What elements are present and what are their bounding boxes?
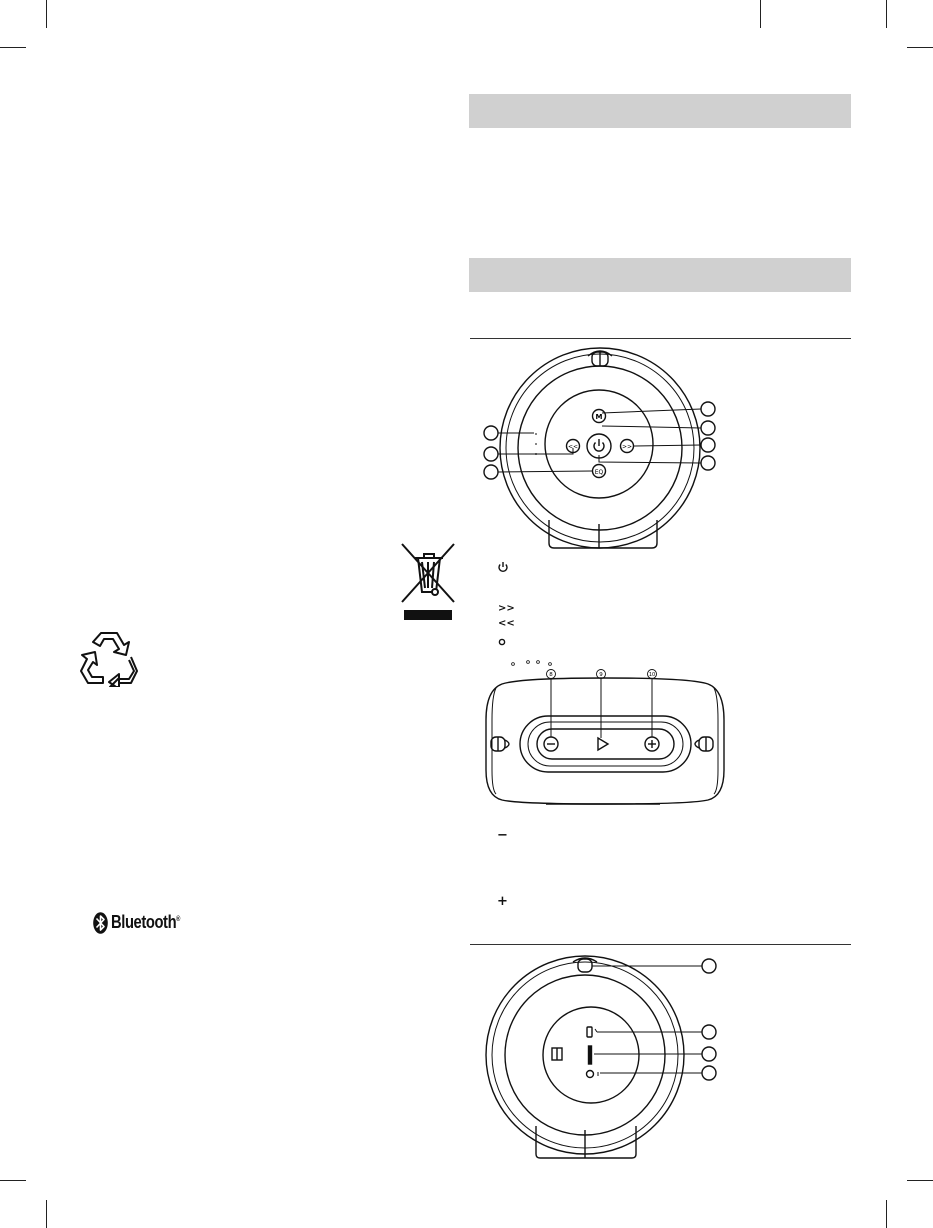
- prev-button-label: <<: [567, 443, 579, 451]
- bluetooth-icon: [93, 912, 108, 934]
- mode-button-label: M: [595, 413, 603, 421]
- front-panel-figure: [476, 344, 736, 556]
- callout-number: 10: [648, 672, 656, 678]
- figure-rule: [470, 338, 851, 339]
- skip-forward-icon: >>: [498, 603, 515, 614]
- callout-number: 8: [549, 672, 553, 678]
- skip-back-icon: <<: [498, 618, 515, 629]
- crop-mark: [0, 1180, 26, 1181]
- crop-mark: [907, 47, 933, 48]
- next-button-label: >>: [621, 443, 633, 451]
- crop-mark: [46, 1200, 47, 1228]
- crop-mark: [886, 1200, 887, 1228]
- plus-icon: +: [497, 894, 508, 909]
- crop-mark: [760, 0, 761, 28]
- recycle-icon: [79, 627, 139, 687]
- crop-mark: [0, 47, 26, 48]
- power-icon: [497, 560, 509, 578]
- crossed-out-bin-icon: [398, 542, 458, 624]
- figure-rule: [470, 944, 851, 945]
- minus-icon: −: [497, 828, 508, 843]
- crop-mark: [907, 1180, 933, 1181]
- bluetooth-wordmark: Bluetooth®: [111, 912, 181, 932]
- eq-button-label: EQ: [594, 469, 604, 476]
- crop-mark: [46, 0, 47, 28]
- callout-number: 9: [599, 672, 603, 678]
- rear-panel-figure: [480, 950, 730, 1162]
- section-header-bar: [469, 258, 851, 292]
- top-panel-figure: [480, 666, 730, 812]
- crop-mark: [886, 0, 887, 28]
- eq-icon: [498, 633, 506, 651]
- weee-bar: [404, 610, 452, 620]
- section-header-bar: [469, 94, 851, 128]
